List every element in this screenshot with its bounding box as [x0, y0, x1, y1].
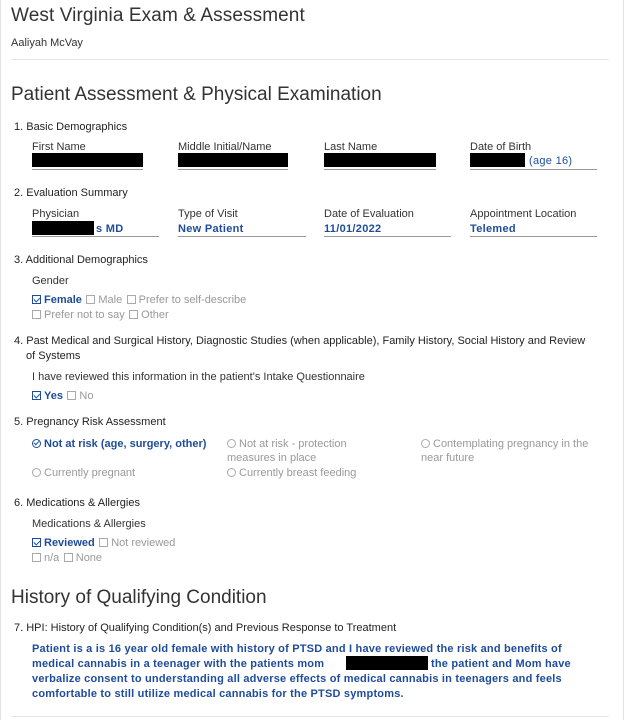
q4-option-no[interactable]: No	[67, 390, 93, 402]
q5-option-breast-feeding[interactable]: Currently breast feeding	[227, 467, 356, 479]
radio-icon	[227, 468, 236, 477]
checkbox-icon	[129, 310, 138, 319]
location-value: Telemed	[470, 223, 516, 235]
checkbox-icon	[67, 391, 76, 400]
gender-option-self-describe[interactable]: Prefer to self-describe	[127, 294, 247, 306]
eval-date-value: 11/01/2022	[324, 223, 382, 235]
radio-icon	[227, 439, 236, 448]
checkbox-checked-icon	[32, 538, 41, 547]
checkbox-icon	[127, 295, 136, 304]
hpi-line-2a: medical cannabis in a teenager with the patients mom	[32, 658, 325, 670]
last-name-field[interactable]	[324, 169, 436, 170]
checkbox-checked-icon	[32, 295, 41, 304]
last-name-redaction	[324, 153, 436, 167]
q6-option-none[interactable]: None	[64, 552, 102, 564]
assessment-section-title: Patient Assessment & Physical Examination	[11, 84, 382, 105]
q6-option-not-reviewed[interactable]: Not reviewed	[99, 537, 175, 549]
checkbox-checked-icon	[32, 391, 41, 400]
physician-value: s MD	[96, 223, 124, 235]
checkbox-icon	[86, 295, 95, 304]
physician-redaction	[32, 221, 94, 235]
gender-label: Gender	[32, 275, 69, 287]
visit-type-field[interactable]	[178, 236, 306, 237]
hpi-redaction	[346, 656, 428, 670]
checkbox-icon	[64, 553, 73, 562]
first-name-field[interactable]	[32, 169, 143, 170]
q5-option-protection[interactable]: Not at risk - protection measures in place	[227, 438, 347, 464]
physician-field[interactable]	[32, 236, 159, 237]
hpi-line-2b: the patient and Mom have	[431, 658, 571, 670]
q6-options-row2	[32, 548, 102, 566]
radio-checked-icon	[32, 439, 41, 448]
q5-option-pregnant[interactable]: Currently pregnant	[32, 467, 135, 479]
eval-date-label: Date of Evaluation	[324, 208, 414, 220]
q4-label: 4. Past Medical and Surgical History, Diagnostic Studies (when applicable), Family History, Social History and Review	[14, 335, 586, 347]
gender-option-other[interactable]: Other	[129, 309, 169, 321]
visit-type-label: Type of Visit	[178, 208, 238, 220]
q4-sublabel: I have reviewed this information in the patient's Intake Questionnaire	[32, 371, 365, 383]
history-section-title: History of Qualifying Condition	[11, 587, 267, 608]
patient-name: Aaliyah McVay	[11, 37, 83, 49]
first-name-label: First Name	[32, 141, 86, 153]
hpi-line-1: Patient is a is 16 year old female with history of PTSD and I have reviewed the risk and benefits of	[32, 643, 562, 655]
q7-label: 7. HPI: History of Qualifying Condition(s) and Previous Response to Treatment	[14, 622, 397, 634]
q4-label-cont: of Systems	[26, 350, 81, 362]
last-name-label: Last Name	[324, 141, 378, 153]
location-field[interactable]	[470, 236, 597, 237]
q4-option-yes[interactable]: Yes	[32, 390, 63, 402]
first-name-redaction	[32, 153, 143, 167]
q5-option-contemplating[interactable]: Contemplating pregnancy in the near future	[421, 438, 589, 464]
gender-options-row2	[32, 305, 169, 323]
header-divider	[11, 59, 609, 60]
physician-label: Physician	[32, 208, 80, 220]
gender-option-male[interactable]: Male	[86, 294, 122, 306]
visit-type-value: New Patient	[178, 223, 244, 235]
q1-label: 1. Basic Demographics	[14, 121, 128, 133]
hpi-line-4: comfortable to still utilize medical cannabis for the PTSD symptoms.	[32, 688, 404, 700]
dob-redaction	[470, 153, 525, 167]
hpi-line-3: verbalize consent to understanding all adverse effects of medical cannabis in teenagers and feels	[32, 673, 562, 685]
checkbox-icon	[99, 538, 108, 547]
radio-icon	[421, 439, 430, 448]
q6-label: 6. Medications & Allergies	[14, 497, 140, 509]
q4-options	[32, 386, 93, 404]
q5-label: 5. Pregnancy Risk Assessment	[14, 416, 166, 428]
footer-divider	[11, 716, 609, 717]
middle-name-redaction	[178, 153, 288, 167]
dob-age-value: (age 16)	[529, 155, 573, 167]
gender-option-not-say[interactable]: Prefer not to say	[32, 309, 125, 321]
page-title: West Virginia Exam & Assessment	[11, 5, 305, 26]
dob-field[interactable]	[470, 169, 597, 170]
checkbox-icon	[32, 553, 41, 562]
q2-label: 2. Evaluation Summary	[14, 187, 128, 199]
q6-option-na[interactable]: n/a	[32, 552, 59, 564]
radio-icon	[32, 468, 41, 477]
location-label: Appointment Location	[470, 208, 577, 220]
gender-option-female[interactable]: Female	[32, 294, 82, 306]
q5-option-not-at-risk[interactable]: Not at risk (age, surgery, other)	[32, 437, 212, 451]
dob-label: Date of Birth	[470, 141, 532, 153]
eval-date-field[interactable]	[324, 236, 451, 237]
q6-sublabel: Medications & Allergies	[32, 518, 146, 530]
q6-option-reviewed[interactable]: Reviewed	[32, 537, 95, 549]
middle-name-field[interactable]	[178, 169, 288, 170]
q3-label: 3. Additional Demographics	[14, 254, 148, 266]
checkbox-icon	[32, 310, 41, 319]
middle-name-label: Middle Initial/Name	[178, 141, 272, 153]
